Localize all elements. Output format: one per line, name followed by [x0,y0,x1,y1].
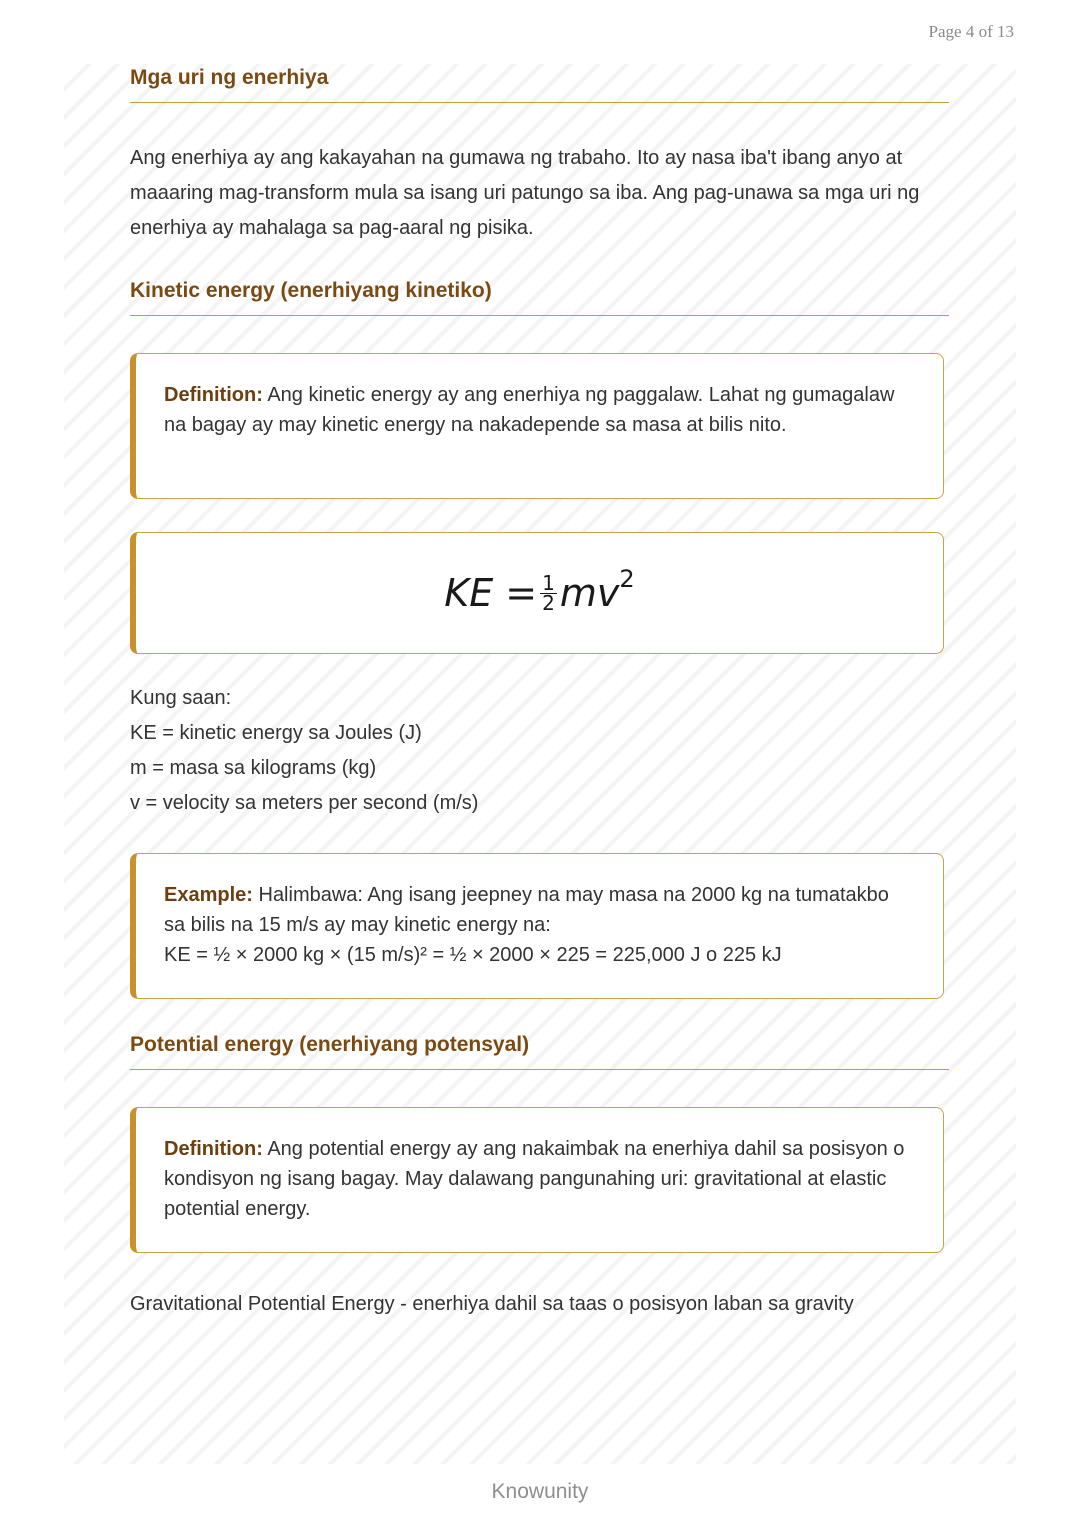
example-text: Halimbawa: Ang isang jeepney na may masa na 2000 kg na tumatakbo sa bilis na 15 m/s ay may kinetic energy na: [164,884,889,936]
kinetic-definition-box [130,353,944,499]
kinetic-formula [444,565,635,615]
example-label: Example: [164,884,253,906]
gravitational-paragraph: Gravitational Potential Energy - enerhiya dahil sa taas o posisyon laban sa gravity [130,1293,854,1315]
potential-definition-box [130,1107,944,1253]
definition-label: Definition: [164,384,263,406]
example-calculation: KE = ½ × 2000 kg × (15 m/s)² = ½ × 2000 × 225 = 225,000 J o 225 kJ [164,944,782,966]
where-list [130,681,949,821]
where-line: v = velocity sa meters per second (m/s) [130,792,479,814]
formula-exponent: 2 [619,565,635,593]
kinetic-heading: Kinetic energy (enerhiyang kinetiko) [130,279,949,316]
definition-text: Ang potential energy ay ang nakaimbak na enerhiya dahil sa posisyon o kondisyon ng isang bagay. May dalawang pangunahing uri: gravitational at elastic potential energy. [164,1138,905,1220]
kinetic-example-box [130,853,944,999]
section-title: Mga uri ng enerhiya [130,66,949,103]
definition-label: Definition: [164,1138,263,1160]
formula-variables: mv [559,571,620,615]
fraction-denominator: 2 [542,590,555,615]
definition-text: Ang kinetic energy ay ang enerhiya ng paggalaw. Lahat ng gumagalaw na bagay ay may kinetic energy na nakadepende sa masa at bilis nito. [164,384,895,436]
where-line: Kung saan: [130,687,232,709]
potential-heading: Potential energy (enerhiyang potensyal) [130,1033,949,1070]
footer-brand: Knowunity [491,1480,589,1503]
fraction-numerator: 1 [542,570,555,595]
page-number: Page 4 of 13 [928,22,1014,41]
where-line: KE = kinetic energy sa Joules (J) [130,722,422,744]
formula-lhs: KE = [444,571,538,615]
where-line: m = masa sa kilograms (kg) [130,757,377,779]
formula-fraction [540,570,557,615]
kinetic-formula-box [130,532,944,654]
intro-paragraph: Ang enerhiya ay ang kakayahan na gumawa ng trabaho. Ito ay nasa iba't ibang anyo at maaaring mag-transform mula sa isang uri patungo sa iba. Ang pag-unawa sa mga uri ng enerhiya ay mahalaga sa pag-aaral ng pisika. [130,147,920,239]
